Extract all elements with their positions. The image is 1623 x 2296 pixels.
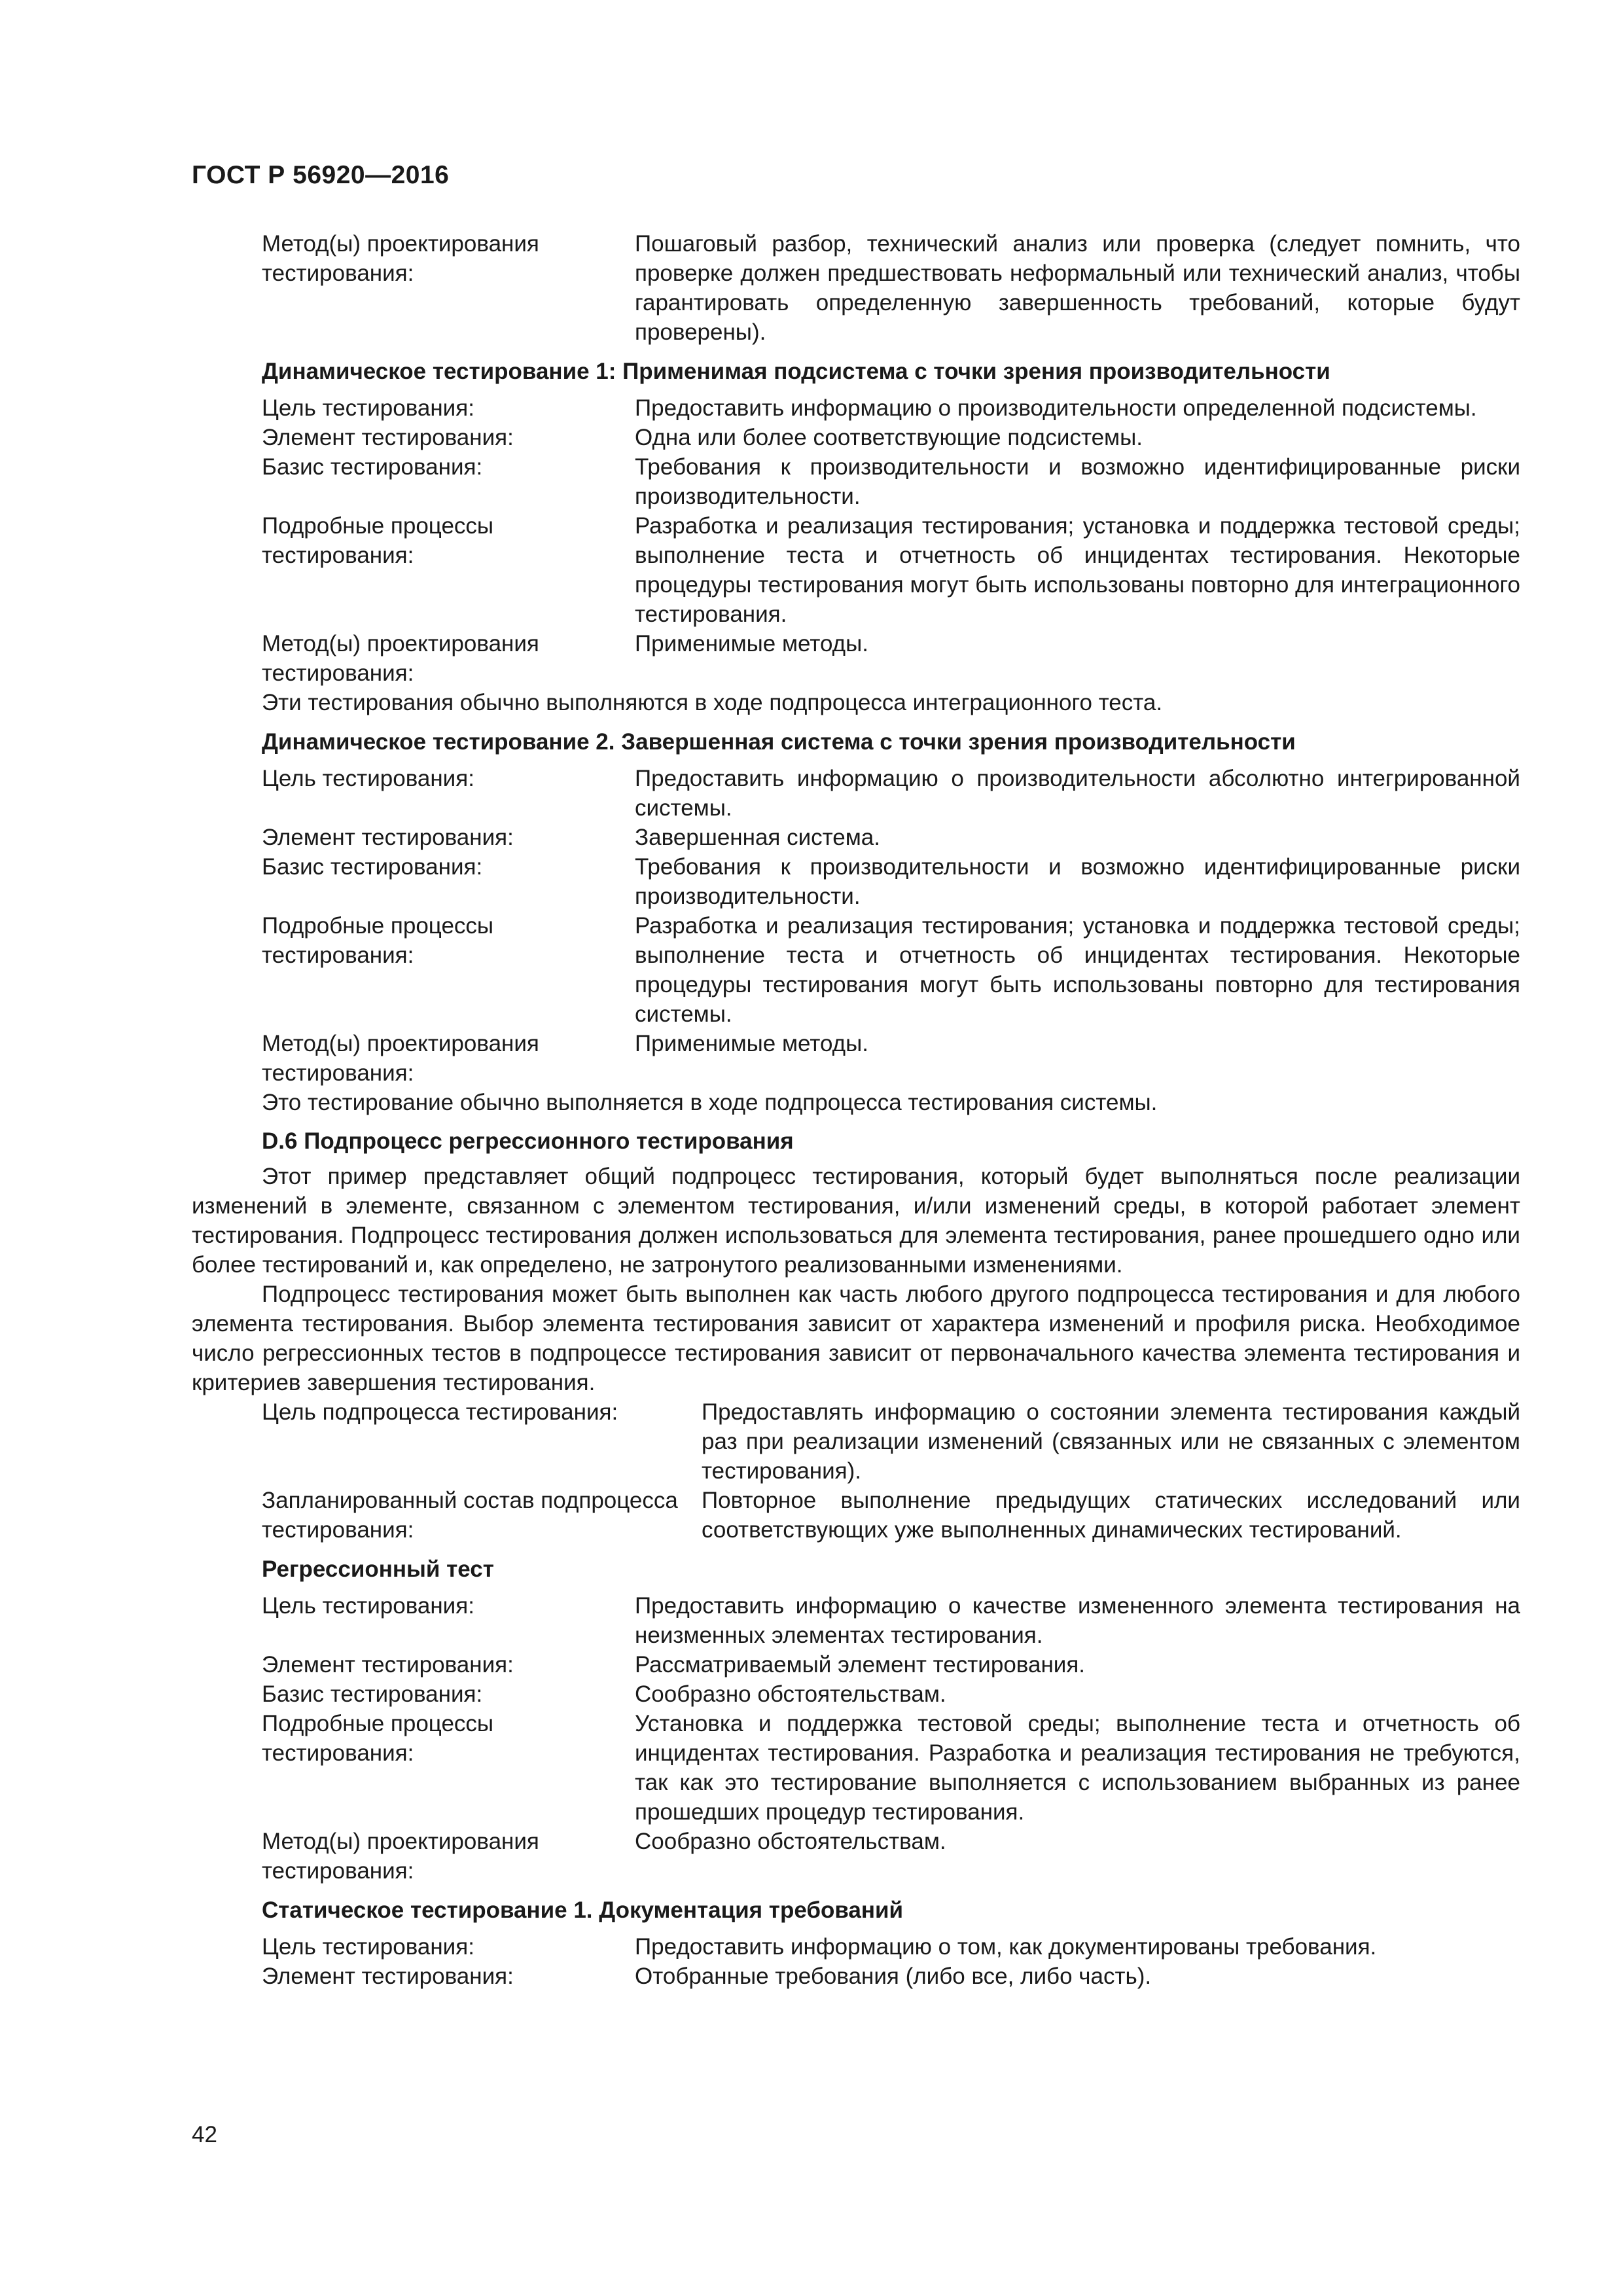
definition-row (262, 1709, 1520, 1827)
regression-test-block (192, 1554, 1520, 1886)
definition-label: Метод(ы) проектирования тестирования: (262, 1829, 539, 1884)
definition-value: Разработка и реализация тестирования; установка и поддержка тестовой среды; выполнение теста и отчетность об инцидентах тестирования. Некоторые процедуры тестирования могут быть использованы повторно для тестирования системы. (635, 913, 1520, 1027)
definition-value: Предоставить информацию о качестве измененного элемента тестирования на неизменных элементах тестирования. (635, 1593, 1520, 1648)
definition-value: Применимые методы. (635, 631, 868, 656)
definition-label: Метод(ы) проектирования тестирования: (262, 1031, 539, 1086)
definition-label: Цель подпроцесса тестирования: (262, 1399, 618, 1425)
definition-label: Элемент тестирования: (262, 425, 514, 450)
definition-row (262, 911, 1520, 1029)
definition-label: Подробные процессы тестирования: (262, 1711, 494, 1766)
dynamic-test-2-block (192, 727, 1520, 1117)
document-header: ГОСТ Р 56920—2016 (192, 161, 450, 189)
definition-value: Предоставить информацию о производительности абсолютно интегрированной системы. (635, 766, 1520, 821)
definition-label: Базис тестирования: (262, 854, 483, 880)
definition-value: Установка и поддержка тестовой среды; выполнение теста и отчетность об инцидентах тестирования. Разработка и реализация тестирования не требуются, так как это тестирование выполняется с использованием выбранных из ранее прошедших процедур тестирования. (635, 1711, 1520, 1825)
definition-value: Предоставить информацию о производительности определенной подсистемы. (635, 395, 1477, 421)
definition-label: Запланированный состав подпроцесса тестирования: (262, 1488, 678, 1543)
page-number: 42 (192, 2122, 217, 2147)
dynamic-test-1-note: Эти тестирования обычно выполняются в ходе подпроцесса интеграционного теста. (262, 690, 1163, 715)
definition-value: Завершенная система. (635, 825, 880, 850)
definition-label: Цель тестирования: (262, 766, 474, 791)
definition-row (262, 1029, 1520, 1088)
dynamic-test-1-block (192, 357, 1520, 717)
section-heading-d6: D.6 Подпроцесс регрессионного тестирования (262, 1128, 794, 1154)
definition-label: Подробные процессы тестирования: (262, 913, 494, 968)
definition-value: Одна или более соответствующие подсистемы. (635, 425, 1143, 450)
definition-row (262, 1397, 1520, 1486)
definition-row (262, 1591, 1520, 1650)
regression-test-title: Регрессионный тест (262, 1556, 494, 1582)
definition-row (262, 1486, 1520, 1545)
definition-label: Элемент тестирования: (262, 825, 514, 850)
static-test-1-block (192, 1895, 1520, 1991)
definition-row (262, 764, 1520, 823)
definition-row (262, 229, 1520, 347)
definition-value: Предоставлять информацию о состоянии элемента тестирования каждый раз при реализации изменений (связанных или не связанных с элементом тестирования). (702, 1399, 1520, 1484)
definition-row (262, 511, 1520, 629)
definition-row (262, 1932, 1520, 1962)
definition-label: Подробные процессы тестирования: (262, 513, 494, 568)
paragraph: Этот пример представляет общий подпроцесс тестирования, который будет выполняться после реализации изменений в элементе, связанном с элементом тестирования, и/или изменений среды, в которой работает элемент тестирования. Подпроцесс тестирования должен использоваться для элемента тестирования, ранее прошедшего одно или более тестирований и, как определено, не затронутого реализованными изменениями. (192, 1164, 1520, 1278)
static-test-1-title: Статическое тестирование 1. Документация требований (262, 1897, 904, 1923)
definition-value: Требования к производительности и возможно идентифицированные риски производительности. (635, 854, 1520, 909)
definition-label: Элемент тестирования: (262, 1964, 514, 1989)
definition-value: Предоставить информацию о том, как документированы требования. (635, 1934, 1377, 1960)
definition-label: Базис тестирования: (262, 454, 483, 480)
definition-row (262, 1827, 1520, 1886)
definition-value: Отобранные требования (либо все, либо часть). (635, 1964, 1152, 1989)
definition-value: Пошаговый разбор, технический анализ или проверка (следует помнить, что проверке должен предшествовать неформальный или технический анализ, чтобы гарантировать определенную завершенность требований, которые будут проверены). (635, 231, 1520, 345)
definition-label: Элемент тестирования: (262, 1652, 514, 1677)
definition-row (262, 852, 1520, 911)
dynamic-test-1-title: Динамическое тестирование 1: Применимая подсистема с точки зрения производительности (262, 359, 1330, 384)
definition-value: Разработка и реализация тестирования; установка и поддержка тестовой среды; выполнение теста и отчетность об инцидентах тестирования. Некоторые процедуры тестирования могут быть использованы повторно для интеграционного тестирования. (635, 513, 1520, 627)
definition-value: Рассматриваемый элемент тестирования. (635, 1652, 1086, 1677)
definition-label: Цель тестирования: (262, 1593, 474, 1619)
definition-row (262, 452, 1520, 511)
definition-row (262, 1650, 1520, 1679)
definition-label: Цель тестирования: (262, 1934, 474, 1960)
definition-label: Метод(ы) проектирования тестирования: (262, 631, 539, 686)
subprocess-definition-block (192, 1397, 1520, 1545)
dynamic-test-2-title: Динамическое тестирование 2. Завершенная система с точки зрения производительности (262, 729, 1296, 755)
definition-row (262, 1679, 1520, 1709)
definition-value: Повторное выполнение предыдущих статических исследований или соответствующих уже выполненных динамических тестирований. (702, 1488, 1520, 1543)
definition-row (262, 823, 1520, 852)
continuation-block (192, 229, 1520, 347)
definition-value: Сообразно обстоятельствам. (635, 1829, 946, 1854)
dynamic-test-2-note: Это тестирование обычно выполняется в ходе подпроцесса тестирования системы. (262, 1090, 1158, 1115)
definition-value: Применимые методы. (635, 1031, 868, 1056)
definition-row (262, 393, 1520, 423)
definition-row (262, 423, 1520, 452)
page-content (192, 229, 1520, 1991)
definition-value: Сообразно обстоятельствам. (635, 1681, 946, 1707)
paragraph: Подпроцесс тестирования может быть выполнен как часть любого другого подпроцесса тестирования и для любого элемента тестирования. Выбор элемента тестирования зависит от характера изменений и профиля риска. Необходимое число регрессионных тестов в подпроцессе тестирования зависит от первоначального качества элемента тестирования и критериев завершения тестирования. (192, 1282, 1520, 1395)
definition-row (262, 629, 1520, 688)
definition-value: Требования к производительности и возможно идентифицированные риски производительности. (635, 454, 1520, 509)
definition-label: Цель тестирования: (262, 395, 474, 421)
definition-label: Базис тестирования: (262, 1681, 483, 1707)
definition-label: Метод(ы) проектирования тестирования: (262, 231, 539, 286)
definition-row (262, 1962, 1520, 1991)
